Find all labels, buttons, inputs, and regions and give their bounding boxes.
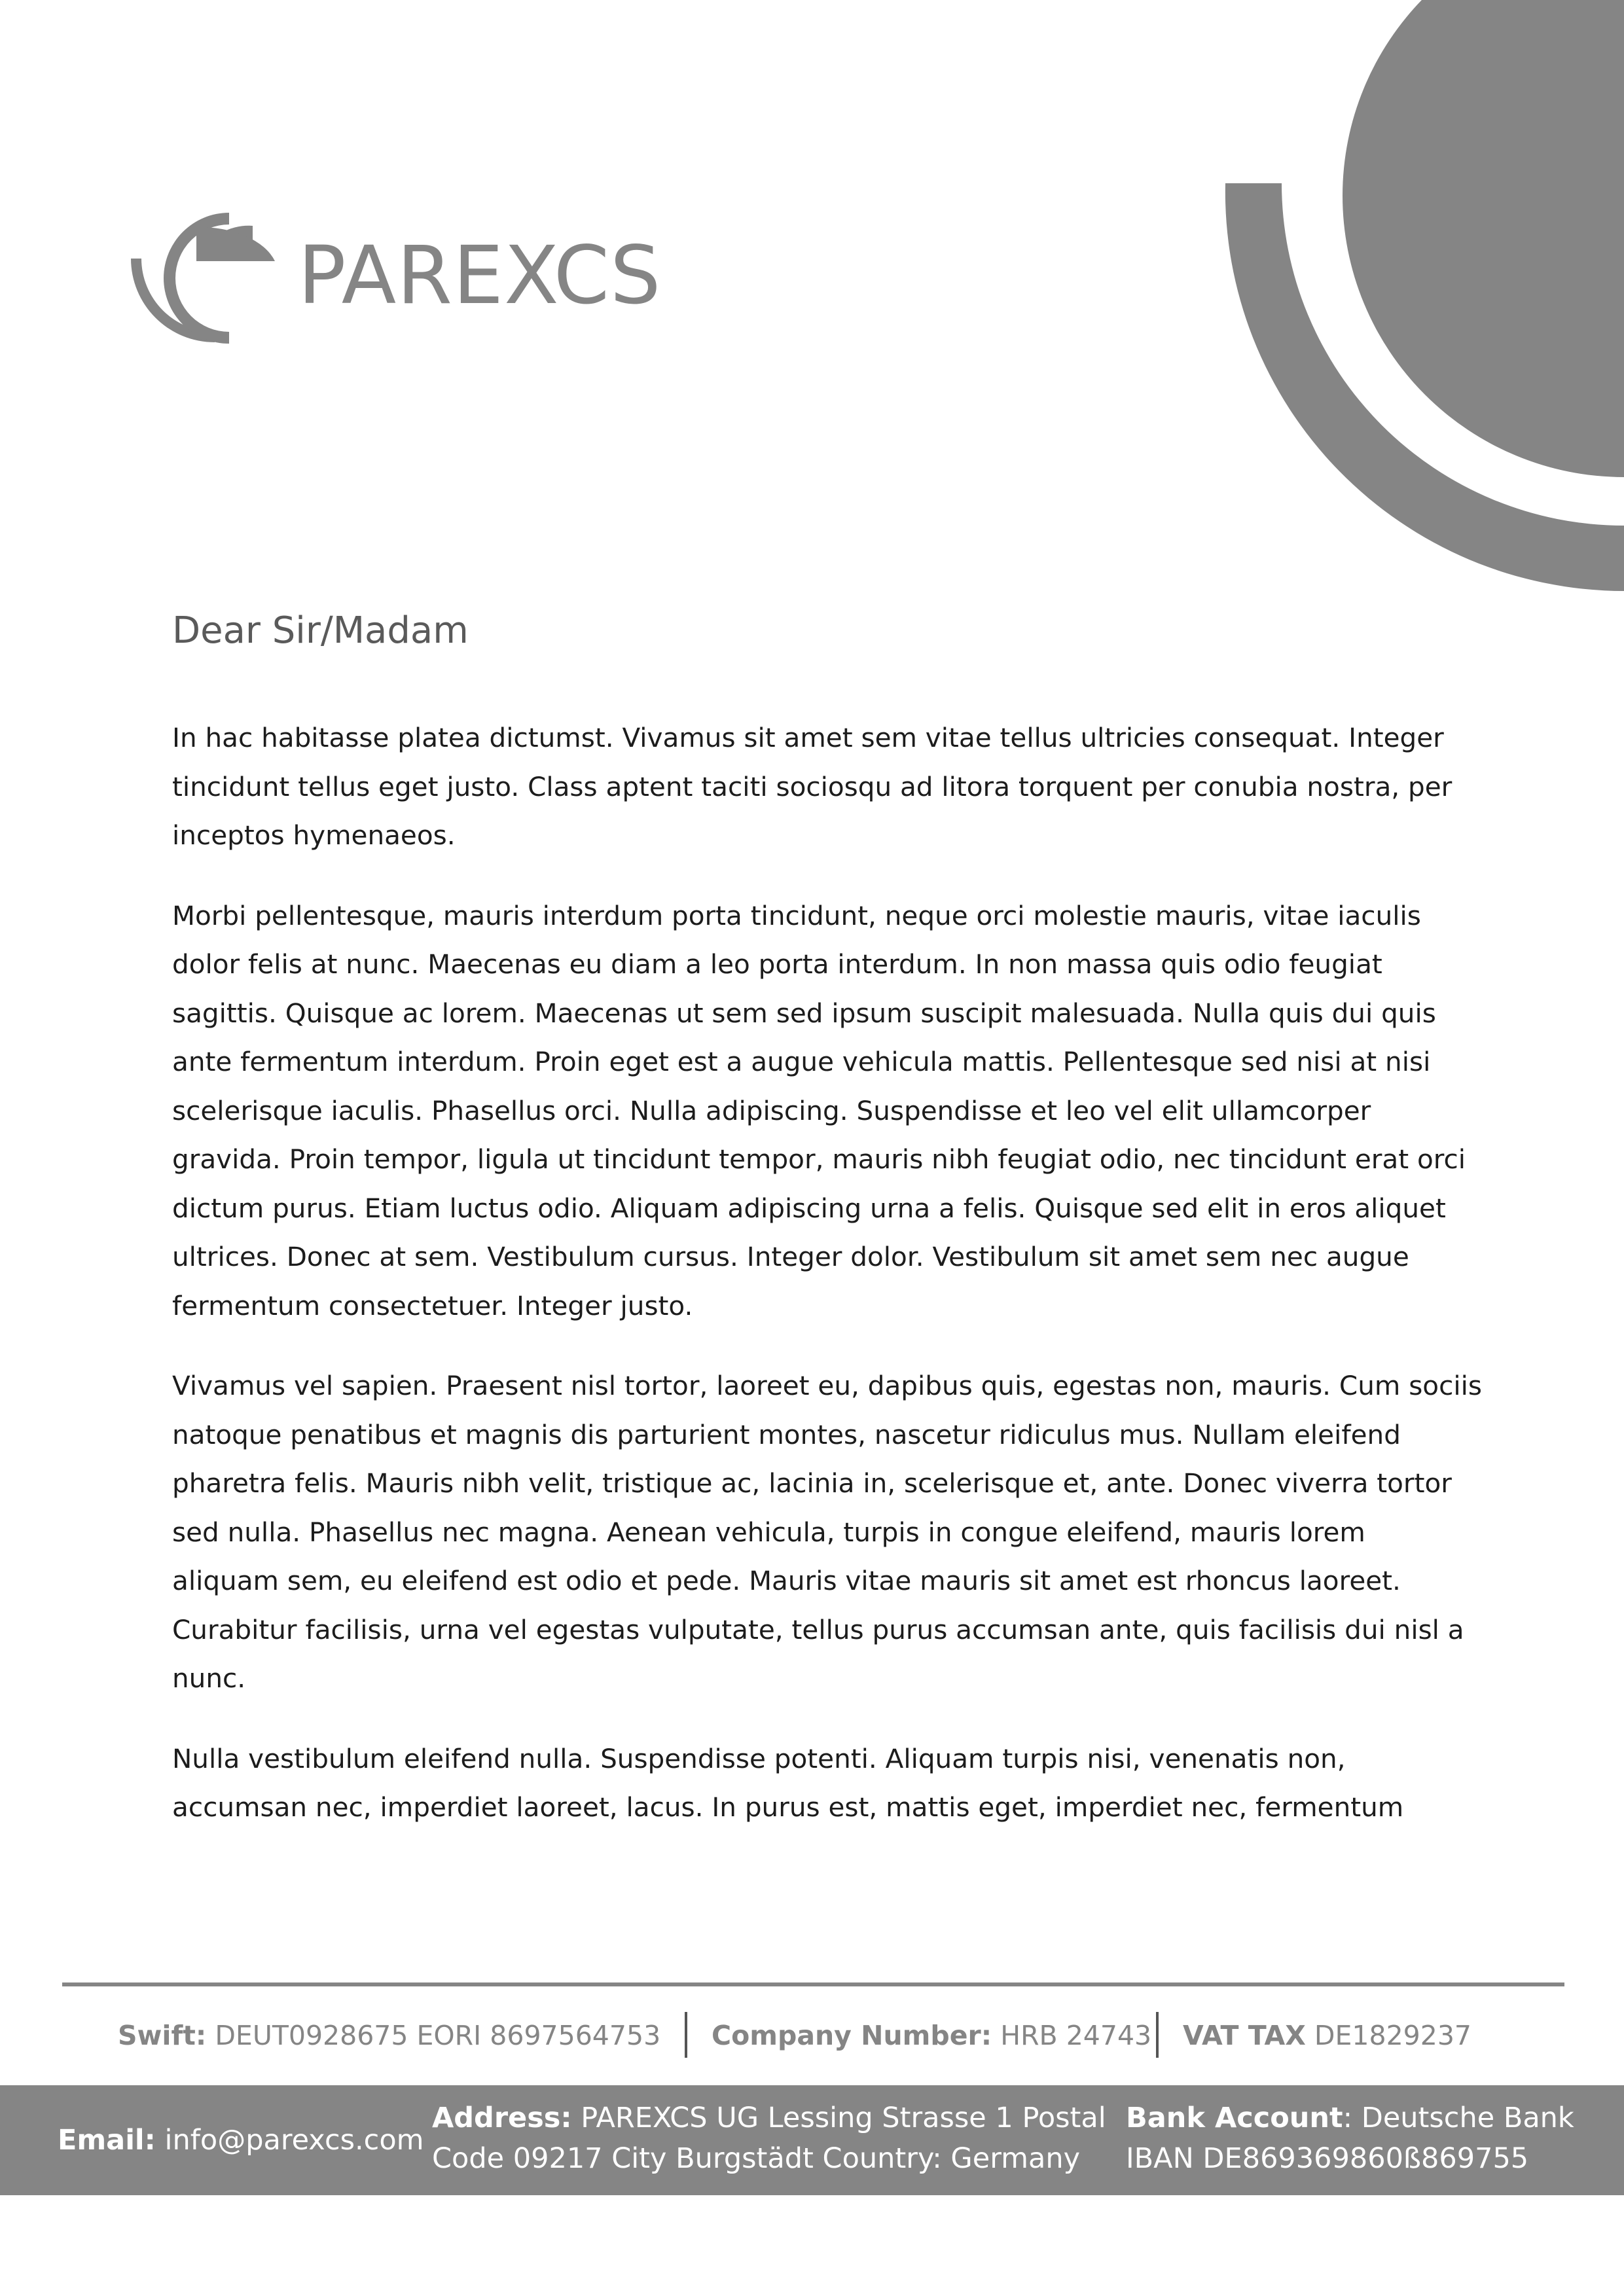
text-line: Vivamus vel sapien. Praesent nisl tortor, laoreet eu, dapibus quis, egestas non, mauris. Cum sociis — [172, 1370, 1482, 1401]
footer-divider — [62, 1982, 1564, 1986]
text-line: Curabitur facilisis, urna vel egestas vulputate, tellus purus accumsan ante, quis facilisis dui nisl a — [172, 1613, 1464, 1645]
bank-label: Bank Account — [1126, 2102, 1343, 2134]
text-line: dictum purus. Etiam luctus odio. Aliquam adipiscing urna a felis. Quisque sed elit in eros aliquet — [172, 1192, 1446, 1224]
parexcs-logo-icon — [124, 187, 281, 370]
text-line: scelerisque iaculis. Phasellus orci. Nulla adipiscing. Suspendisse et leo vel elit ullamcorper — [172, 1094, 1371, 1126]
brand-name: PAREXCS — [298, 229, 662, 322]
text-line: nunc. — [172, 1662, 246, 1694]
text-line: inceptos hymenaeos. — [172, 819, 456, 851]
text-line: aliquam sem, eu eleifend est odio et pede. Mauris vitae mauris sit amet est rhoncus laoreet. — [172, 1565, 1401, 1596]
company-number-value: HRB 24743 — [1000, 2020, 1152, 2051]
bank-name: : Deutsche Bank — [1343, 2102, 1574, 2134]
swift-info — [118, 2016, 660, 2055]
text-line: sed nulla. Phasellus nec magna. Aenean vehicula, turpis in congue eleifend, mauris lorem — [172, 1516, 1365, 1548]
iban: IBAN DE869369860ß869755 — [1126, 2142, 1529, 2175]
swift-label: Swift: — [118, 2020, 207, 2051]
address-line-1: PAREXCS UG Lessing Strasse 1 Postal — [581, 2102, 1106, 2134]
address-line-2: Code 09217 City Burgstädt Country: Germany — [432, 2142, 1081, 2175]
address-label: Address: — [432, 2102, 572, 2134]
text-line: gravida. Proin tempor, ligula ut tincidunt tempor, mauris nibh feugiat odio, nec tincidunt erat orci — [172, 1143, 1466, 1175]
email-info — [58, 2120, 424, 2161]
text-line: ante fermentum interdum. Proin eget est a augue vehicula mattis. Pellentesque sed nisi at nisi — [172, 1046, 1431, 1077]
email-label: Email: — [58, 2124, 156, 2157]
text-line: natoque penatibus et magnis dis parturient montes, nascetur ridiculus mus. Nullam eleifend — [172, 1418, 1401, 1450]
paragraph — [172, 713, 1481, 860]
text-line: tincidunt tellus eget justo. Class aptent taciti sociosqu ad litora torquent per conubia nostra, per — [172, 770, 1453, 802]
paragraph — [172, 891, 1481, 1331]
vat-label: VAT TAX — [1183, 2020, 1306, 2051]
text-line: fermentum consectetuer. Integer justo. — [172, 1289, 693, 1321]
paragraph — [172, 1361, 1481, 1703]
text-line: Morbi pellentesque, mauris interdum porta tincidunt, neque orci molestie mauris, vitae iaculis — [172, 899, 1421, 931]
text-line: In hac habitasse platea dictumst. Vivamus sit amet sem vitae tellus ultricies consequat. Integer — [172, 722, 1444, 753]
text-line: ultrices. Donec at sem. Vestibulum cursus. Integer dolor. Vestibulum sit amet sem nec augue — [172, 1241, 1409, 1272]
footer-separator — [685, 2012, 687, 2058]
vat-info — [1183, 2016, 1471, 2055]
text-line: Nulla vestibulum eleifend nulla. Suspendisse potenti. Aliquam turpis nisi, venenatis non, — [172, 1742, 1346, 1774]
text-line: accumsan nec, imperdiet laoreet, lacus. In purus est, mattis eget, imperdiet nec, fermentum — [172, 1791, 1404, 1823]
salutation: Dear Sir/Madam — [172, 609, 469, 652]
paragraph — [172, 1734, 1481, 1832]
email-link[interactable]: info@parexcs.com — [164, 2124, 424, 2157]
letter-body — [172, 713, 1481, 1863]
company-number-label: Company Number: — [712, 2020, 992, 2051]
bank-info — [1126, 2098, 1574, 2179]
footer-separator — [1156, 2012, 1159, 2058]
text-line: pharetra felis. Mauris nibh velit, tristique ac, lacinia in, scelerisque et, ante. Donec viverra tortor — [172, 1467, 1452, 1499]
text-line: dolor felis at nunc. Maecenas eu diam a leo porta interdum. In non massa quis odio feugiat — [172, 948, 1382, 980]
vat-value: DE1829237 — [1314, 2020, 1471, 2051]
text-line: sagittis. Quisque ac lorem. Maecenas ut sem sed ipsum suscipit malesuada. Nulla quis dui quis — [172, 997, 1436, 1029]
swift-value: DEUT0928675 EORI 8697564753 — [215, 2020, 661, 2051]
company-number-info — [712, 2016, 1151, 2055]
address-info — [432, 2098, 1106, 2179]
